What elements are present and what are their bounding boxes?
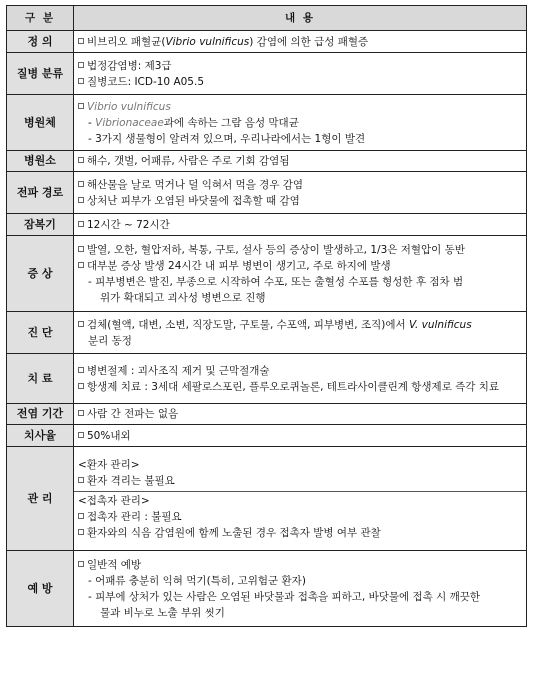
bullet-icon — [78, 432, 84, 438]
bullet-icon — [78, 221, 84, 227]
fatality-line1: 50%내외 — [87, 429, 131, 442]
treatment-line2: 항생제 치료 : 3세대 세팔로스포린, 플루오로퀴놀론, 테트라사이클린계 항생제로 즉각 치료 — [87, 380, 500, 393]
table-row-diagnosis — [7, 312, 527, 354]
symptoms-line1: 발열, 오한, 혈압저하, 복통, 구토, 설사 등의 증상이 발생하고, 1/3은 저혈압이 동반 — [87, 243, 465, 256]
row-label-contagious-period: 전염 기간 — [7, 404, 74, 425]
table-row-symptoms — [7, 236, 527, 312]
definition-species: Vibrio vulnificus — [165, 35, 250, 48]
table-header-row — [7, 6, 527, 31]
row-content-pathogen: Vibrio vulnificus - Vibrionaceae과에 속하는 그람 음성 막대균 - 3가지 생물형이 알려져 있으며, 우리나라에서는 1형이 발견 — [74, 95, 527, 151]
management-contact-section — [74, 491, 526, 541]
row-label-transmission: 전파 경로 — [7, 172, 74, 214]
row-content-symptoms — [74, 236, 527, 312]
pathogen-line3: - 3가지 생물형이 알려져 있으며, 우리나라에서는 1형이 발견 — [88, 132, 366, 145]
row-label-definition: 정 의 — [7, 31, 74, 53]
bullet-icon — [78, 561, 84, 567]
table-row-pathogen — [7, 95, 527, 151]
transmission-line2: 상처난 피부가 오염된 바닷물에 접촉할 때 감염 — [87, 194, 300, 207]
row-content-classification — [74, 53, 527, 95]
row-content-diagnosis — [74, 312, 527, 354]
symptoms-line4: 위가 확대되고 괴사성 병변으로 진행 — [100, 291, 266, 304]
row-content-reservoir — [74, 151, 527, 172]
header-category: 구 분 — [7, 6, 74, 31]
diagnosis-species: V. vulnificus — [408, 318, 472, 331]
row-content-contagious-period — [74, 404, 527, 425]
prevention-line3: - 피부에 상처가 있는 사람은 오염된 바닷물과 접촉을 피하고, 바닷물에 접촉 시 깨끗한 — [88, 590, 481, 603]
bullet-icon — [78, 410, 84, 416]
table-row-prevention — [7, 551, 527, 627]
diagnosis-line2: 분리 동정 — [88, 334, 132, 347]
row-content-incubation — [74, 214, 527, 236]
definition-suffix: ) 감염에 의한 급성 패혈증 — [249, 35, 369, 48]
transmission-line1: 해산물을 날로 먹거나 덜 익혀서 먹을 경우 감염 — [87, 178, 304, 191]
row-content-prevention — [74, 551, 527, 627]
row-content-treatment — [74, 354, 527, 404]
classification-line2: 질병코드: ICD-10 A05.5 — [87, 75, 205, 88]
row-label-reservoir: 병원소 — [7, 151, 74, 172]
bullet-icon — [78, 321, 84, 327]
bullet-icon — [78, 181, 84, 187]
row-label-treatment: 치 료 — [7, 354, 74, 404]
pathogen-family: Vibrionaceae — [95, 116, 164, 129]
classification-line1: 법정감염병: 제3급 — [87, 59, 172, 72]
row-content-management — [74, 447, 527, 551]
contagious-period-line1: 사람 간 전파는 없음 — [87, 408, 179, 420]
bullet-icon — [78, 62, 84, 68]
bullet-icon — [78, 78, 84, 84]
diagnosis-prefix: 검체(혈액, 대변, 소변, 직장도말, 구토물, 수포액, 피부병변, 조직)에서 — [87, 318, 409, 331]
definition-prefix: 비브리오 패혈균( — [87, 35, 166, 48]
bullet-icon — [78, 529, 84, 535]
table-row-reservoir — [7, 151, 527, 172]
pathogen-line1: Vibrio vulnificus — [87, 100, 171, 113]
row-label-fatality: 치사율 — [7, 425, 74, 447]
row-label-symptoms: 증 상 — [7, 236, 74, 312]
table-row-incubation — [7, 214, 527, 236]
row-label-incubation: 잠복기 — [7, 214, 74, 236]
row-content-fatality — [74, 425, 527, 447]
management-patient-line1: 환자 격리는 불필요 — [87, 474, 175, 487]
row-label-pathogen: 병원체 — [7, 95, 74, 151]
bullet-icon — [78, 383, 84, 389]
row-content-definition — [74, 31, 527, 53]
bullet-icon — [78, 262, 84, 268]
management-patient-title: <환자 관리> — [78, 458, 140, 471]
header-content: 내 용 — [74, 6, 527, 31]
bullet-icon — [78, 38, 84, 44]
table-row-fatality — [7, 425, 527, 447]
reservoir-line1: 해수, 갯벌, 어패류, 사람은 주로 기회 감염됨 — [87, 155, 290, 167]
symptoms-line3: - 피부병변은 발진, 부종으로 시작하여 수포, 또는 출혈성 수포를 형성한 후 점차 범 — [88, 275, 464, 288]
treatment-line1: 병변절제 : 괴사조직 제거 및 근막절개술 — [87, 364, 270, 377]
management-contact-line2: 환자와의 식음 감염원에 함께 노출된 경우 접촉자 발병 여부 관찰 — [87, 526, 381, 539]
table-row-contagious-period — [7, 404, 527, 425]
bullet-icon — [78, 513, 84, 519]
table-row-transmission — [7, 172, 527, 214]
table-row-treatment — [7, 354, 527, 404]
management-contact-title: <접촉자 관리> — [78, 494, 150, 507]
prevention-line2: - 어패류 충분히 익혀 먹기(특히, 고위험군 환자) — [88, 574, 306, 587]
prevention-line1: 일반적 예방 — [87, 558, 142, 571]
bullet-icon — [78, 477, 84, 483]
row-label-management: 관 리 — [7, 447, 74, 551]
table-row-management — [7, 447, 527, 551]
table-row-classification — [7, 53, 527, 95]
disease-info-table — [6, 5, 527, 627]
bullet-icon — [78, 103, 84, 109]
management-contact-line1: 접촉자 관리 : 불필요 — [87, 510, 182, 523]
symptoms-line2: 대부분 증상 발생 24시간 내 피부 병변이 생기고, 주로 하지에 발생 — [87, 259, 391, 272]
row-label-prevention: 예 방 — [7, 551, 74, 627]
bullet-icon — [78, 246, 84, 252]
incubation-line1: 12시간 ~ 72시간 — [87, 218, 170, 231]
row-label-diagnosis: 진 단 — [7, 312, 74, 354]
pathogen-line2-rest: 과에 속하는 그람 음성 막대균 — [163, 116, 299, 129]
bullet-icon — [78, 367, 84, 373]
prevention-line4: 물과 비누로 노출 부위 씻기 — [100, 606, 225, 619]
row-content-transmission — [74, 172, 527, 214]
row-label-classification: 질병 분류 — [7, 53, 74, 95]
bullet-icon — [78, 157, 84, 163]
bullet-icon — [78, 197, 84, 203]
table-row-definition — [7, 31, 527, 53]
